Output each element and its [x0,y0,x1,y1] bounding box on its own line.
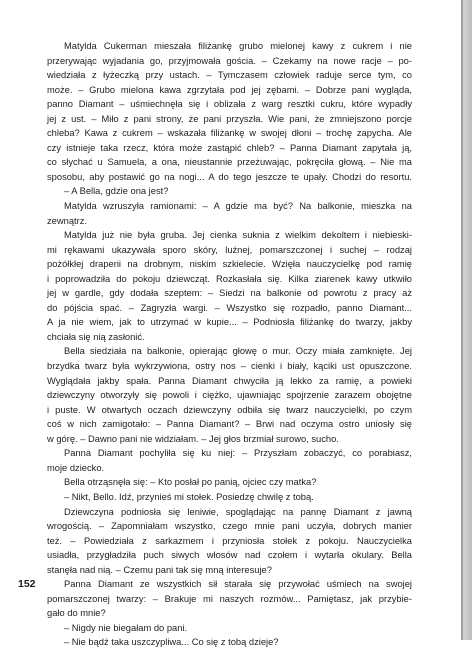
text-line: Matylda wzruszyła ramionami: – A gdzie ma być? Na balkonie, mieszka na [64,201,412,212]
text-line: Dziewczyna podniosła się leniwie, spoglądając na pannę Diamant z jawną [64,506,412,517]
text-line: jej z ust. – Miło z pani strony, że pani przyszła. Wie pani, że zmniejszono porcje [47,113,412,124]
text-line: Wyglądała jakby spała. Panna Diamant chwyciła ją lekko za ramię, a powieki [47,375,412,386]
text-line: gało do mnie? [47,608,106,619]
text-line: – A Bella, gdzie ona jest? [64,186,169,197]
text-line: wrogością. – Zapomniałam wszystko, czego mnie pani uczyła, dobrych manier [47,521,412,532]
body-text [47,39,412,650]
text-line: A ja nie wiem, jak to utrzymać w kupie... – Podniosła filiżankę do twarzy, jakby [47,317,412,328]
text-line: Bella siedziała na balkonie, opierając głowę o mur. Oczy miała zamknięte. Jej [64,346,412,357]
text-line: czy istnieje taka rzecz, która może zastąpić chleb? – Panna Diamant zapytała ją, [47,142,412,153]
text-line: wiedziała z łyżeczką przy ustach. – Tymczasem człowiek raduje serce tym, co [47,70,412,81]
text-line: coś w nich zamigotało: – Panna Diamant? – Brwi nad oczyma ostro uniosły się [47,419,412,430]
text-line: mi rękawami ukazywała sporo skóry, luźnej, pomarszczonej i suchej – rodzaj [47,244,412,255]
text-line: i puste. W otwartych oczach dziewczyny odbiła się twarz nauczycielki, po czym [47,404,412,415]
text-line: Matylda już nie była gruba. Jej cienka suknia z wielkim dekoltem i niebieski- [64,230,412,241]
text-line: moje dziecko. [47,462,105,473]
text-line: Matylda Cukerman mieszała filiżankę grubo mielonej kawy z cukrem i nie [64,41,412,51]
text-line: pomarszczonej twarzy: – Brakuje mi naszych rozmów... Pamiętasz, jak przybie- [47,593,412,604]
text-line: jej w gardle, gdy dodała szeptem: – Siedzi na balkonie od powrotu z pracy aż [47,288,412,299]
text-line: Bella otrząsnęła się: – Kto posłał po panią, ojciec czy matka? [64,477,317,488]
text-line: panno Diamant – uśmiechnęła się i oblizała z warg resztki cukru, które wypadły [47,99,412,110]
text-line: stanęła nad nią. – Czemu pani tak się mną interesuje? [47,564,272,575]
page-edge [461,0,472,640]
text-line: co słychać u Samuela, a ona, nieustannie przeżuwając, pokręciła głową. – Nie ma [47,157,412,168]
text-line: pożółkłej draperii na drobnym, niskim szkielecie. Wzięła nauczycielkę pod ramię [47,259,412,270]
text-line: chleba? Kawa z cukrem – wskazała filiżankę w swojej dłoni – trochę zapycha. Ale [47,128,412,139]
text-line: zewnątrz. [47,215,87,226]
page-number: 152 [18,578,36,590]
text-line: i poprowadziła do pokoju dziewcząt. Rozkasłała się. Kilka ziarenek kawy utkwiło [47,273,412,284]
text-line: – Nie bądź taka uszczypliwa... Co się z tobą dzieje? [64,637,279,648]
text-line: sposobu, aby postawić go na nogi... A do tego jeszcze te upały. Chodzi do resortu. [47,171,412,182]
text-line: też. – Powiedziała z sarkazmem i przyniosła stołek z pokoju. Nauczycielka [47,535,412,546]
text-line: w górę. – Dawno pani nie widziałam. – Jej głos brzmiał surowo, sucho. [47,433,339,444]
text-line: do pójścia spać. – Zagryzła wargi. – Wszystko się rozpadło, panno Diamant... [47,302,412,313]
text-line: usiadła, przygładziła puch siwych włosów nad czołem i wytarła okulary. Bella [47,550,412,561]
text-line: – Nikt, Bello. Idź, przynieś mi stołek. Posiedzę chwilę z tobą. [64,491,314,502]
text-line: – Nigdy nie biegałam do pani. [64,622,188,633]
text-line: przerywając wyjadania go, przyjmowała gościa. – Czekamy na nowe racje – po- [47,55,412,66]
page-edge-shade [461,0,463,640]
text-line: brzydka twarz była wykrzywiona, ostry nos – cienki i biały, kąciki ust opuszczone. [47,361,412,372]
text-line: może. – Grubo mielona kawa zgrzytała pod jej zębami. – Dobrze pani wygląda, [47,84,412,95]
text-line: chciała się nią zasłonić. [47,331,145,342]
text-line: dziewczyny otworzyły się powoli i ciężko, ujawniając spojrzenie zarazem obojętne [47,390,412,401]
text-line: Panna Diamant ze wszystkich sił starała się przywołać uśmiech na swojej [64,579,412,590]
text-line: Panna Diamant pochyliła się ku niej: – Przyszłam zobaczyć, co porabiasz, [64,448,412,459]
